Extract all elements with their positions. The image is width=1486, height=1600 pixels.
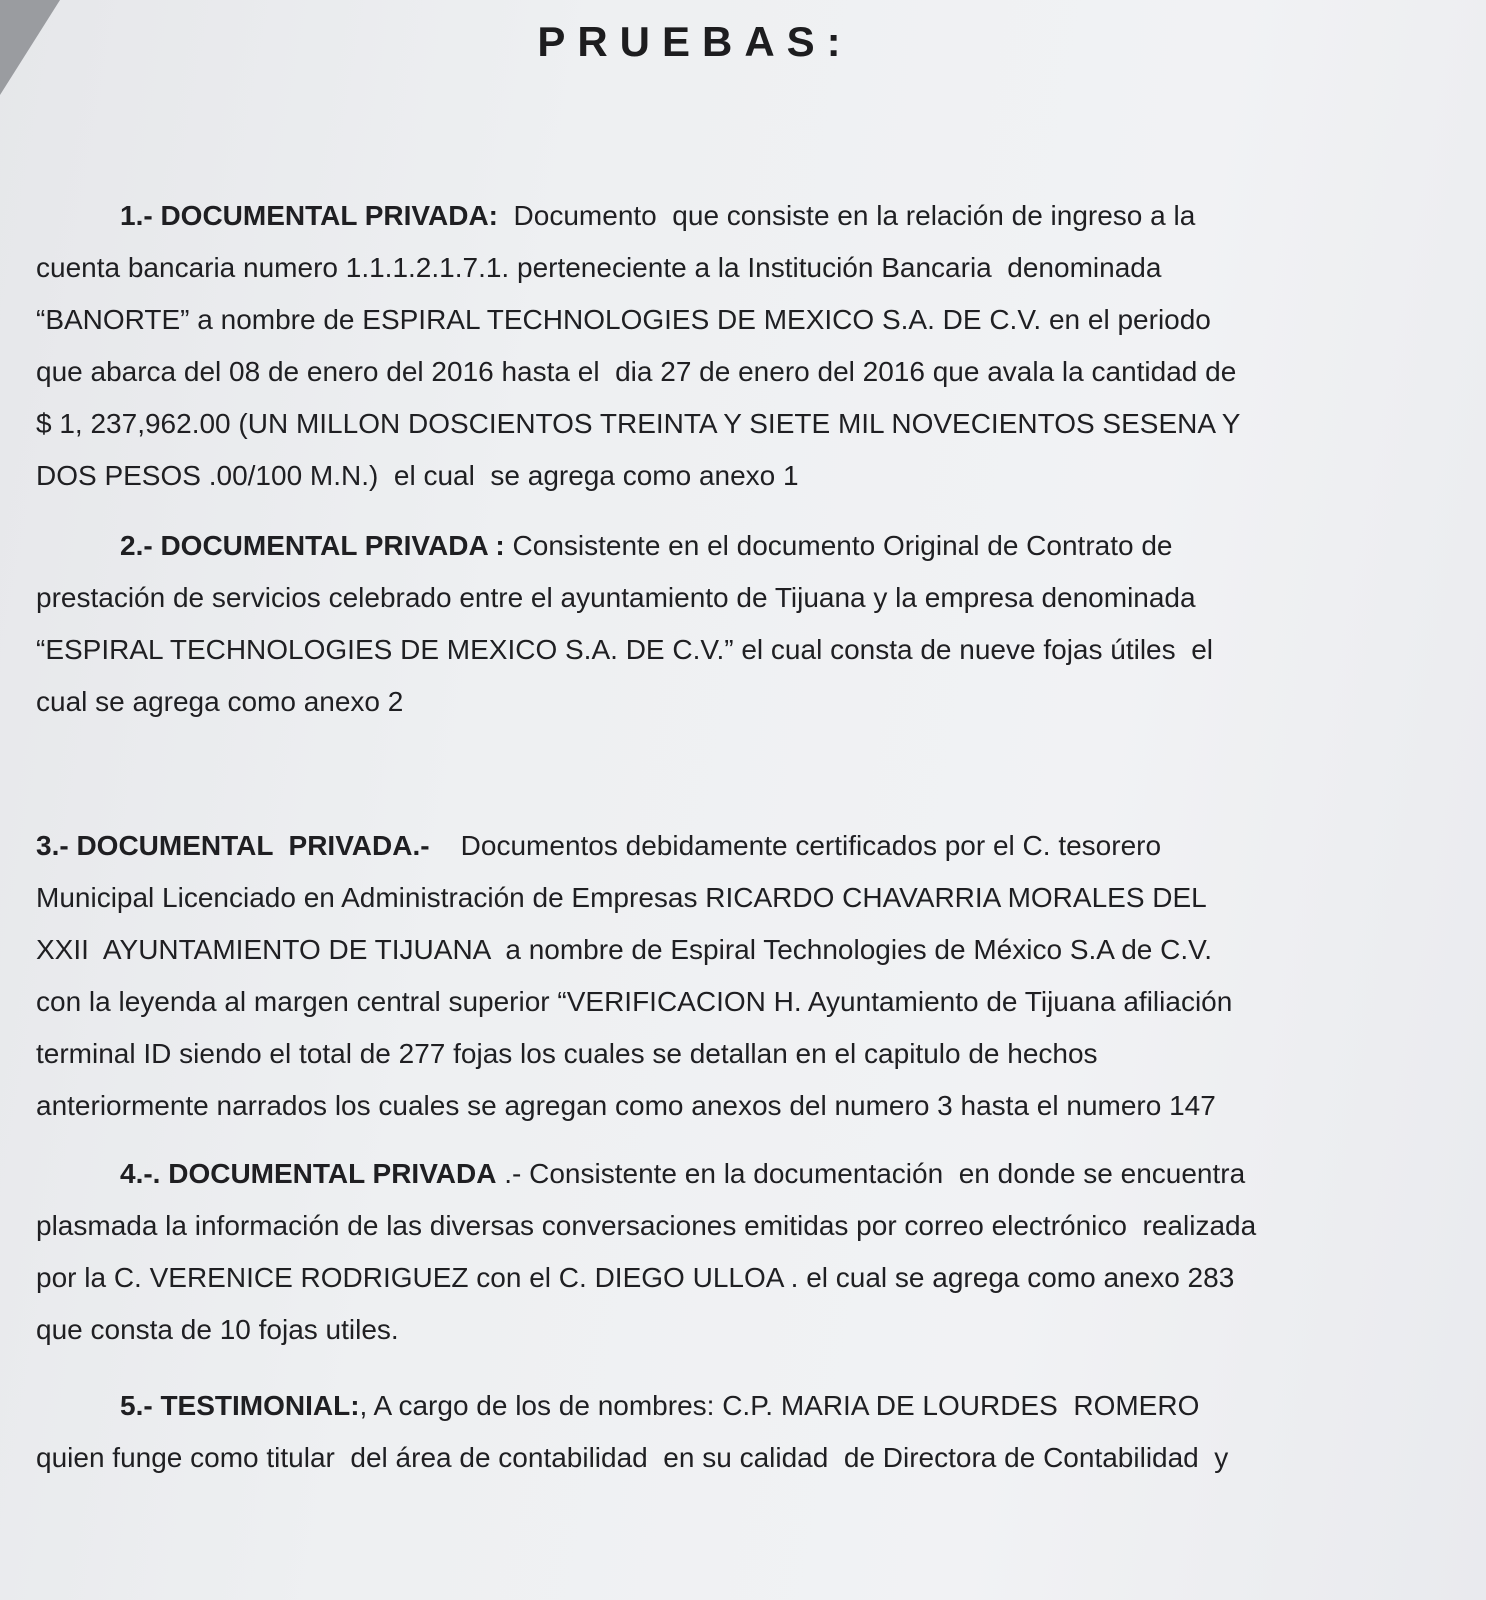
item-line: que abarca del 08 de enero del 2016 hasta el dia 27 de enero del 2016 que avala la cantidad de [36, 356, 1237, 387]
item-line: Municipal Licenciado en Administración de Empresas RICARDO CHAVARRIA MORALES DEL [36, 882, 1207, 913]
item-first-line [36, 820, 1416, 872]
item-heading: 4.-. DOCUMENTAL PRIVADA [120, 1158, 497, 1189]
item-text: Documentos debidamente certificados por el C. tesorero [429, 830, 1162, 861]
item-line: que consta de 10 fojas utiles. [36, 1314, 399, 1345]
item-text: .- Consistente en la documentación en donde se encuentra [496, 1158, 1246, 1189]
item-line: anteriormente narrados los cuales se agregan como anexos del numero 3 hasta el numero 147 [36, 1090, 1216, 1121]
item-line: cuenta bancaria numero 1.1.1.2.1.7.1. perteneciente a la Institución Bancaria denominada [36, 252, 1162, 283]
item-first-line [36, 1380, 1416, 1432]
evidence-item-2 [36, 520, 1416, 728]
item-line: con la leyenda al margen central superior “VERIFICACION H. Ayuntamiento de Tijuana afiliación [36, 986, 1233, 1017]
evidence-item-3 [36, 820, 1416, 1132]
item-line: XXII AYUNTAMIENTO DE TIJUANA a nombre de Espiral Technologies de México S.A de C.V. [36, 934, 1212, 965]
document-title: PRUEBAS: [537, 18, 853, 65]
evidence-item-4 [36, 1148, 1416, 1356]
item-first-line [36, 1148, 1416, 1200]
item-heading: 3.- DOCUMENTAL PRIVADA.- [36, 830, 430, 861]
item-text: Documento que consiste en la relación de ingreso a la [498, 200, 1196, 231]
item-heading: 5.- TESTIMONIAL: [120, 1390, 360, 1421]
item-heading: 2.- DOCUMENTAL PRIVADA : [120, 530, 505, 561]
item-line: plasmada la información de las diversas conversaciones emitidas por correo electrónico realizada [36, 1210, 1257, 1241]
item-line: DOS PESOS .00/100 M.N.) el cual se agrega como anexo 1 [36, 460, 799, 491]
item-line: “ESPIRAL TECHNOLOGIES DE MEXICO S.A. DE C.V.” el cual consta de nueve fojas útiles el [36, 634, 1213, 665]
item-line: quien funge como titular del área de contabilidad en su calidad de Directora de Contabilidad y [36, 1442, 1229, 1473]
item-line: prestación de servicios celebrado entre el ayuntamiento de Tijuana y la empresa denominada [36, 582, 1196, 613]
evidence-item-5 [36, 1380, 1416, 1484]
item-first-line [36, 520, 1416, 572]
item-line: por la C. VERENICE RODRIGUEZ con el C. DIEGO ULLOA . el cual se agrega como anexo 283 [36, 1262, 1235, 1293]
item-text: , A cargo de los de nombres: C.P. MARIA DE LOURDES ROMERO [359, 1390, 1200, 1421]
item-line: terminal ID siendo el total de 277 fojas los cuales se detallan en el capitulo de hechos [36, 1038, 1098, 1069]
item-heading: 1.- DOCUMENTAL PRIVADA: [120, 200, 498, 231]
item-line: cual se agrega como anexo 2 [36, 686, 404, 717]
item-text: Consistente en el documento Original de Contrato de [504, 530, 1173, 561]
item-line: $ 1, 237,962.00 (UN MILLON DOSCIENTOS TREINTA Y SIETE MIL NOVECIENTOS SESENA Y [36, 408, 1241, 439]
item-first-line [36, 190, 1416, 242]
item-line: “BANORTE” a nombre de ESPIRAL TECHNOLOGIES DE MEXICO S.A. DE C.V. en el periodo [36, 304, 1211, 335]
evidence-item-1 [36, 190, 1416, 502]
